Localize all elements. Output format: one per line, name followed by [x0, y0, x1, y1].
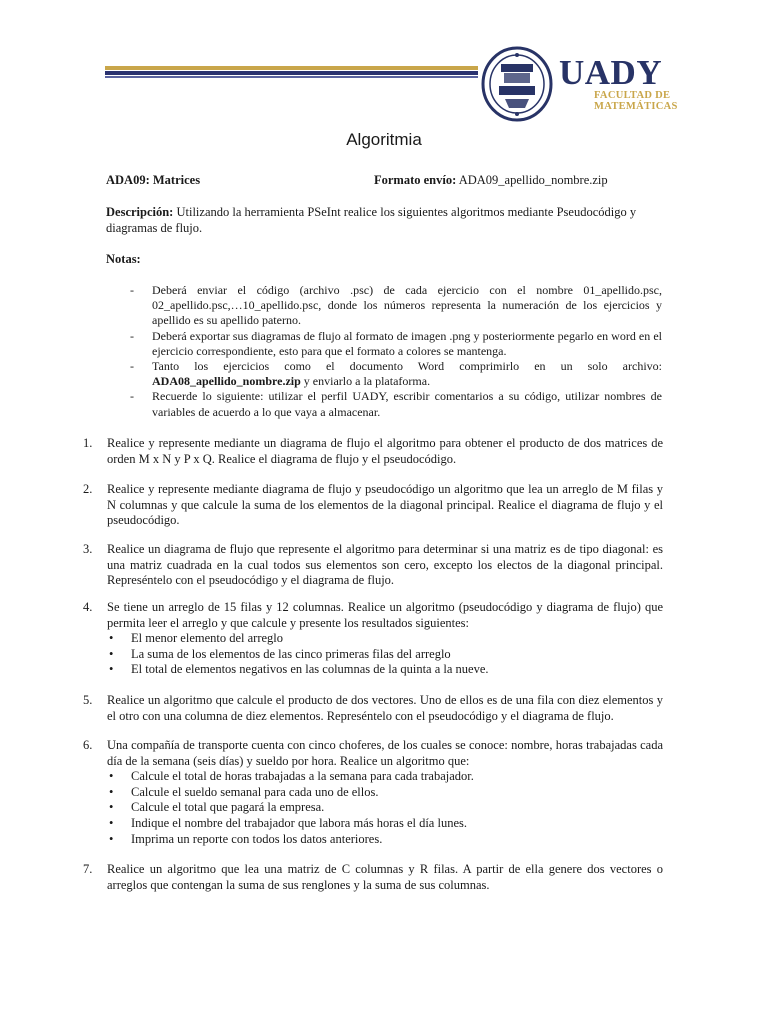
description-label: Descripción:	[106, 205, 174, 219]
bullet-item: • La suma de los elementos de las cinco primeras filas del arreglo	[107, 647, 663, 663]
submission-format	[374, 173, 608, 188]
note-text: Tanto los ejercicios como el documento Word comprimirlo en un solo archivo:	[152, 359, 662, 374]
exercise-number: 2.	[83, 482, 93, 496]
bullet-item: • El total de elementos negativos en las columnas de la quinta a la nueve.	[107, 662, 663, 678]
note-item	[130, 359, 662, 389]
notes-list	[130, 283, 662, 420]
exercise-number: 6.	[83, 738, 93, 752]
exercise-4	[83, 600, 663, 678]
exercise-number: 1.	[83, 436, 93, 450]
assignment-id	[106, 173, 200, 188]
note-item: - Deberá exportar sus diagramas de flujo al formato de imagen .png y posteriormente pegarlo en word en el ejercicio correspondiente, esto para que el formato a colores se mantenga.	[130, 329, 662, 359]
bullet-item: • Indique el nombre del trabajador que labora más horas el día lunes.	[107, 816, 663, 832]
exercise-text: Realice un algoritmo que calcule el producto de dos vectores. Uno de ellos es de una fila con diez elementos y el otro con una columna de diez elementos. Represéntelo con el pseudocódigo y el diagrama de flujo.	[107, 693, 663, 723]
exercise-bullets	[107, 769, 663, 847]
assignment-id-label: ADA09: Matrices	[106, 173, 201, 187]
format-value: ADA09_apellido_nombre.zip	[456, 173, 608, 187]
logo-faculty-line2: MATEMÁTICAS	[594, 101, 678, 112]
exercise-number: 5.	[83, 693, 93, 707]
notes-heading: Notas:	[106, 252, 141, 266]
exercise-number: 7.	[83, 862, 93, 876]
exercise-text	[107, 738, 663, 847]
bullet-item: • Calcule el sueldo semanal para cada uno de ellos.	[107, 785, 663, 801]
logo-faculty-line1: FACULTAD DE	[594, 90, 671, 101]
description	[106, 205, 666, 236]
bullet-item: • Calcule el total que pagará la empresa.	[107, 800, 663, 816]
exercise-number: 3.	[83, 542, 93, 556]
university-seal-icon	[481, 46, 553, 122]
exercise-1	[83, 436, 663, 467]
note-item: - Deberá enviar el código (archivo .psc) de cada ejercicio con el nombre 01_apellido.psc, 02_apellido.psc,…10_apellido.psc, donde los números representa la numeración de los ejercicios y apellido es su apellido paterno.	[130, 283, 662, 329]
exercise-text: Realice un algoritmo que lea una matriz de C columnas y R filas. A partir de ella genere dos vectores o arreglos que contengan la suma de sus renglones y la suma de sus columnas.	[107, 862, 663, 892]
exercise-text: Realice un diagrama de flujo que represente el algoritmo para determinar si una matriz es de tipo diagonal: es una matriz cuadrada en la cual todos sus elementos son cero, excepto los electos de la diagonal principal. Represéntelo con el pseudocódigo y el diagrama de flujo.	[107, 542, 663, 588]
header-band-blue	[105, 76, 478, 78]
description-text: Utilizando la herramienta PSeInt realice los siguientes algoritmos mediante Pseudocódigo y diagramas de flujo.	[106, 205, 637, 235]
note-text: y enviarlo a la plataforma.	[300, 374, 431, 389]
exercise-bullets	[107, 631, 663, 678]
uady-logo	[559, 55, 678, 112]
note-filename: ADA08_apellido_nombre.zip	[152, 374, 301, 389]
exercise-6	[83, 738, 663, 847]
exercise-3	[83, 542, 663, 589]
exercise-7	[83, 862, 663, 893]
bullet-item: • Calcule el total de horas trabajadas a la semana para cada trabajador.	[107, 769, 663, 785]
document-header	[0, 0, 768, 130]
header-band-gold	[105, 66, 478, 70]
bullet-item: • Imprima un reporte con todos los datos anteriores.	[107, 832, 663, 848]
exercise-statement: Se tiene un arreglo de 15 filas y 12 columnas. Realice un algoritmo (pseudocódigo y diagrama de flujo) que permita leer el arreglo y que calcule y presente los resultados siguientes:	[107, 600, 663, 630]
exercise-2	[83, 482, 663, 529]
exercise-text	[107, 600, 663, 678]
exercise-5	[83, 693, 663, 724]
exercise-number: 4.	[83, 600, 93, 614]
format-label: Formato envío:	[374, 173, 457, 187]
exercise-statement: Una compañía de transporte cuenta con cinco choferes, de los cuales se conoce: nombre, horas trabajadas cada día de la semana (seis días) y sueldo por hora. Realice un algoritmo que:	[107, 738, 663, 768]
logo-main-text: UADY	[559, 53, 663, 92]
bullet-item: • El menor elemento del arreglo	[107, 631, 663, 647]
note-item: - Recuerde lo siguiente: utilizar el perfil UADY, escribir comentarios a su código, utilizar nombres de variables de acuerdo a lo que vaya a almacenar.	[130, 389, 662, 419]
header-band-navy	[105, 71, 478, 75]
document-title: Algoritmia	[346, 130, 422, 149]
exercise-text: Realice y represente mediante diagrama de flujo y pseudocódigo un algoritmo que lea un arreglo de M filas y N columnas y que calcule la suma de los elementos de la diagonal principal. Realice el diagrama de flujo y el pseudocódigo.	[107, 482, 663, 528]
exercise-text: Realice y represente mediante un diagrama de flujo el algoritmo para obtener el producto de dos matrices de orden M x N y P x Q. Realice el diagrama de flujo y el pseudocódigo.	[107, 436, 663, 466]
